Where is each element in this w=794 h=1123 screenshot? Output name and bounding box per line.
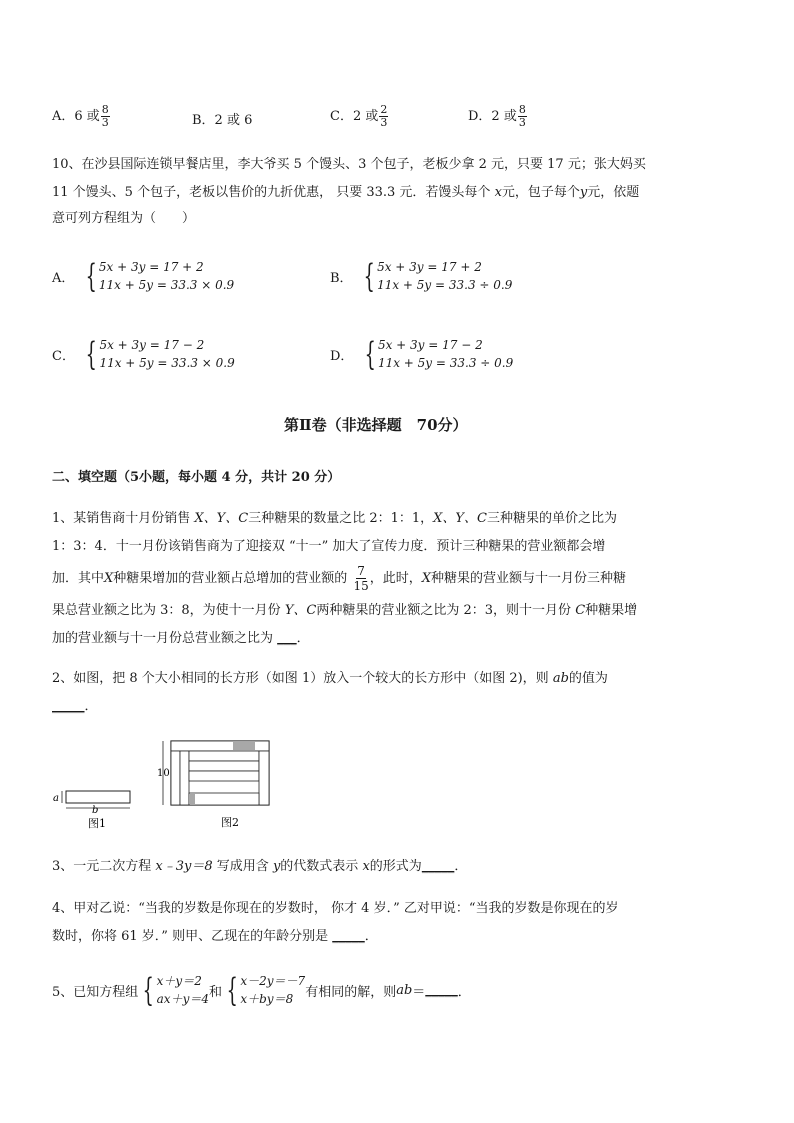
gap-shade xyxy=(233,742,255,750)
fq5-line xyxy=(52,972,471,1008)
answer-blank[interactable]: _____ xyxy=(332,929,365,944)
gap-shade xyxy=(189,794,195,804)
q9-option-b-label: B．2 或 6 xyxy=(192,113,253,128)
equation-system xyxy=(359,258,513,294)
section-title: 第Ⅱ卷（非选择题 70分） xyxy=(284,416,468,434)
q9-option-d-fraction xyxy=(518,104,527,129)
equation-system-1 xyxy=(138,972,209,1008)
variable-x: x xyxy=(494,185,502,200)
text: 5、已知方程组 xyxy=(52,984,139,1000)
fraction-numerator: 2 xyxy=(380,103,388,116)
q9-option-a xyxy=(52,104,110,129)
q9-option-c-label: C．2 或 xyxy=(330,109,379,124)
equation-system-2 xyxy=(222,972,305,1008)
q10-option-b-label: B． xyxy=(330,270,353,286)
text: 数时，你将 61 岁．” 则甲、乙现在的年龄分别是 xyxy=(52,929,329,944)
stacked-rectangle xyxy=(189,761,259,771)
fq1-line-5 xyxy=(52,626,310,652)
q10-option-c xyxy=(52,336,235,372)
text: 加．其中 xyxy=(52,571,105,586)
text: 果总营业额之比为 3：8，为使十一月份 xyxy=(52,603,281,618)
q10-option-d xyxy=(330,336,513,372)
text: 有相同的解，则 xyxy=(305,984,397,1000)
text: 的值为 xyxy=(568,671,608,686)
variable: C xyxy=(575,603,586,618)
brace-icon: { xyxy=(226,971,238,1009)
brace-icon: { xyxy=(85,257,97,295)
fraction-numerator: 7 xyxy=(357,564,365,578)
fraction-denominator: 3 xyxy=(101,116,109,129)
answer-blank[interactable]: _____ xyxy=(425,982,458,998)
right-vertical-rectangle xyxy=(259,751,269,805)
text: 种糖果的营业额与十一月份三种糖 xyxy=(431,571,627,586)
q10-line-2-text: 11 个馒头、5 个包子，老板以售价的九折优惠， 只要 33.3 元．若馒头每个 xyxy=(52,185,491,200)
q9-option-b xyxy=(192,109,252,128)
text: 1、某销售商十月份销售 xyxy=(52,511,191,526)
equation-line: 5x + 3y = 17 − 2 xyxy=(377,338,483,352)
brace-icon: { xyxy=(363,257,375,295)
variable-x: x xyxy=(362,859,370,874)
fq4-line-2 xyxy=(52,924,378,950)
q9-option-d-label: D．2 或 xyxy=(468,109,517,124)
equation-line: 11x + 5y = 33.3 × 0.9 xyxy=(98,278,235,292)
q9-option-c xyxy=(330,104,388,129)
text: ． xyxy=(84,699,98,714)
equation-line: 5x + 3y = 17 − 2 xyxy=(99,338,205,352)
text: ，此时， xyxy=(369,571,422,586)
fq4-line-1: 4、甲对乙说：“当我的岁数是你现在的岁数时， 你才 4 岁．” 乙对甲说：“当我的岁数是你现在的岁 xyxy=(52,901,619,916)
q10-line-2-text-b: 元，包子每个 xyxy=(501,185,580,200)
equation-line: 11x + 5y = 33.3 ÷ 0.9 xyxy=(377,356,514,370)
equation-line: 5x + 3y = 17 + 2 xyxy=(377,260,482,274)
figure-2-label: 图2 xyxy=(221,816,239,829)
text: 三种糖果的数量之比 2：1：1， xyxy=(248,511,434,526)
equation-line: x－2y＝－7 xyxy=(240,974,306,988)
variable-ab: ab xyxy=(396,982,413,998)
small-rectangle xyxy=(66,791,130,803)
text: 写成用含 xyxy=(216,859,269,874)
variable: X xyxy=(421,571,431,586)
fq1-line-4 xyxy=(52,598,637,624)
fraction-numerator: 8 xyxy=(101,103,109,116)
equation-system xyxy=(360,336,514,372)
equation-line: x＋by＝8 xyxy=(240,992,294,1006)
text: 两种糖果的营业额之比为 2：3，则十一月份 xyxy=(316,603,572,618)
text: 种糖果增加的营业额占总增加的营业额的 xyxy=(113,571,348,586)
variables: Y、C xyxy=(284,603,317,618)
text: ． xyxy=(457,984,471,1000)
variable-y: y xyxy=(272,859,281,874)
q10-option-a-label: A． xyxy=(52,270,75,286)
equation-system xyxy=(81,336,235,372)
label-b: b xyxy=(92,805,99,816)
figure-1-label: 图1 xyxy=(88,817,106,830)
brace-icon: { xyxy=(85,335,97,373)
text: 的代数式表示 xyxy=(280,859,359,874)
answer-blank[interactable]: _____ xyxy=(52,699,85,714)
text: ． xyxy=(454,859,468,874)
label-10: 10 xyxy=(157,768,170,779)
text: ． xyxy=(364,929,378,944)
brace-icon: { xyxy=(364,335,376,373)
q10-option-b xyxy=(330,258,512,294)
equation-system xyxy=(81,258,235,294)
equation-line: x＋y＝2 xyxy=(156,974,202,988)
fraction-denominator: 15 xyxy=(353,579,369,593)
variables: X、Y、C xyxy=(194,511,249,526)
stacked-rectangle xyxy=(189,751,259,761)
fraction-denominator: 3 xyxy=(518,116,526,129)
variable-y: y xyxy=(579,185,588,200)
answer-blank[interactable]: _____ xyxy=(421,859,455,874)
fq2-line-1 xyxy=(52,666,608,692)
equation-line: ax＋y＝4 xyxy=(156,992,209,1006)
fq1-line-2: 1：3：4．十一月份该销售商为了迎接双 “十一” 加大了宣传力度．预计三种糖果的营业额都会增 xyxy=(52,539,606,554)
equation-line: 5x + 3y = 17 + 2 xyxy=(98,260,204,274)
q9-option-c-fraction xyxy=(379,104,388,129)
left-vertical-rectangle xyxy=(171,751,180,805)
q10-line-2 xyxy=(52,180,639,206)
equation: x﹣3y＝8 xyxy=(155,859,213,874)
text: 种糖果增 xyxy=(585,603,638,618)
variables: X、Y、C xyxy=(433,511,487,526)
fraction-denominator: 3 xyxy=(380,116,388,129)
answer-blank[interactable]: ___ xyxy=(277,631,297,646)
fq2-line-2 xyxy=(52,694,98,720)
q10-option-c-label: C． xyxy=(52,348,75,364)
equation-line: 11x + 5y = 33.3 ÷ 0.9 xyxy=(377,278,513,292)
bottom-rectangle xyxy=(189,793,259,805)
figure-1 xyxy=(50,780,140,830)
text: ＝ xyxy=(412,984,426,1000)
fraction-7-15 xyxy=(352,564,369,593)
equation-line: 11x + 5y = 33.3 × 0.9 xyxy=(99,356,235,370)
variable: ab xyxy=(552,671,569,686)
q10-line-3: 意可列方程组为（ ） xyxy=(52,211,196,226)
q9-option-a-fraction xyxy=(101,104,110,129)
text: 三种糖果的单价之比为 xyxy=(486,511,617,526)
q10-option-d-label: D． xyxy=(330,348,354,364)
q10-line-1: 10、在沙县国际连锁早餐店里，李大爷买 5 个馒头、3 个包子，老板少拿 2 元，只要 17 元；张大妈买 xyxy=(52,157,646,172)
text: 加的营业额与十一月份总营业额之比为 xyxy=(52,631,274,646)
q10-option-a xyxy=(52,258,234,294)
fq3-line xyxy=(52,854,467,880)
text: 3、一元二次方程 xyxy=(52,859,152,874)
fq1-line-3 xyxy=(52,564,626,593)
q9-option-d xyxy=(468,104,527,129)
variable: X xyxy=(104,571,114,586)
second-vertical-rectangle xyxy=(180,751,189,805)
fraction-numerator: 8 xyxy=(518,103,526,116)
fq1-line-1 xyxy=(52,506,617,532)
q9-option-a-label: A．6 或 xyxy=(52,109,100,124)
fill-in-title: 二、填空题（5小题，每小题 4 分，共计 20 分） xyxy=(52,470,341,485)
label-a: a xyxy=(53,793,59,804)
text: ． xyxy=(296,631,310,646)
q10-line-2-text-c: 元，依题 xyxy=(587,185,640,200)
stacked-rectangle xyxy=(189,771,259,781)
text: 的形式为 xyxy=(369,859,422,874)
text: 和 xyxy=(208,984,222,1000)
figure-2 xyxy=(155,738,275,833)
text: 2、如图，把 8 个大小相同的长方形（如图 1）放入一个较大的长方形中（如图 2)，则 xyxy=(52,671,549,686)
brace-icon: { xyxy=(142,971,155,1009)
